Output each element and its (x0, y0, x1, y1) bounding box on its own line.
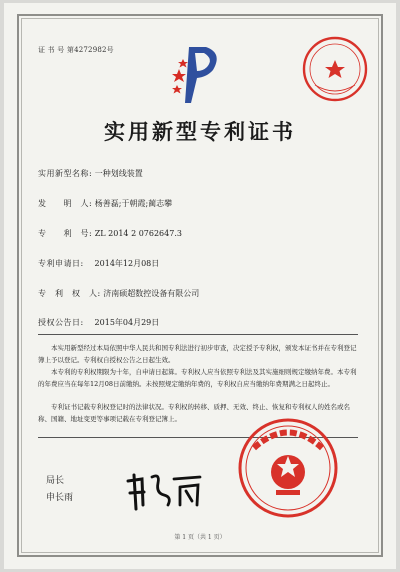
inventor-field (38, 198, 172, 209)
inventor-value: 杨善磊;于朝霞;蔺志攀 (94, 199, 173, 208)
application-date-field (38, 258, 159, 269)
official-seal-top (295, 29, 375, 109)
page-number: 第 1 页（共 1 页） (174, 534, 226, 541)
section-divider (38, 334, 358, 335)
utility-model-name-value: 一种划线装置 (94, 169, 143, 178)
grant-date-field (38, 317, 159, 328)
patentee-value: 济南硕超数控设备有限公司 (103, 289, 200, 298)
certificate-number: 证 书 号 第4272982号 (38, 46, 114, 54)
utility-model-name (38, 168, 143, 179)
patent-office-logo (171, 39, 229, 109)
patent-number-label: 专 利 号: (38, 229, 93, 238)
application-date-value: 2014年12月08日 (94, 259, 160, 268)
paragraph-2: 本专利的专利权期限为十年，自申请日起算。专利权人应当依照专利法及其实施细则规定缴纳年费。本专利的年费应当在每年12月08日前缴纳。未按照规定缴纳年费的，专利权自应当缴纳年费期满之日起终止。 (38, 368, 357, 388)
utility-model-name-label: 实用新型名称: (38, 169, 93, 178)
director-name: 申长雨 (46, 493, 74, 503)
certificate-sheet (4, 3, 396, 569)
patentee-label: 专 利 权 人: (38, 289, 101, 298)
patentee-field (38, 288, 199, 299)
director-signature (122, 465, 207, 515)
inventor-label: 发 明 人: (38, 199, 93, 208)
patent-number-value: ZL 2014 2 0762647.3 (94, 229, 182, 238)
national-ip-office-seal (236, 412, 340, 528)
paragraph-3: 专利证书记载专利权登记时的法律状况。专利权的转移、质押、无效、终止、恢复和专利权人的姓名或名称、国籍、地址变更等事项记载在专利登记簿上。 (38, 403, 350, 423)
grant-date-value: 2015年04月29日 (94, 318, 160, 327)
director-title: 局长 (46, 476, 65, 486)
patent-number-field (38, 228, 182, 239)
paragraph-1: 本实用新型经过本局依照中华人民共和国专利法进行初步审查，决定授予专利权，颁发本证书并在专利登记簿上予以登记。专利权自授权公告之日起生效。 (38, 344, 357, 364)
certificate-title: 实用新型专利证书 (104, 119, 296, 144)
application-date-label: 专利申请日: (38, 259, 84, 268)
grant-date-label: 授权公告日: (38, 318, 84, 327)
